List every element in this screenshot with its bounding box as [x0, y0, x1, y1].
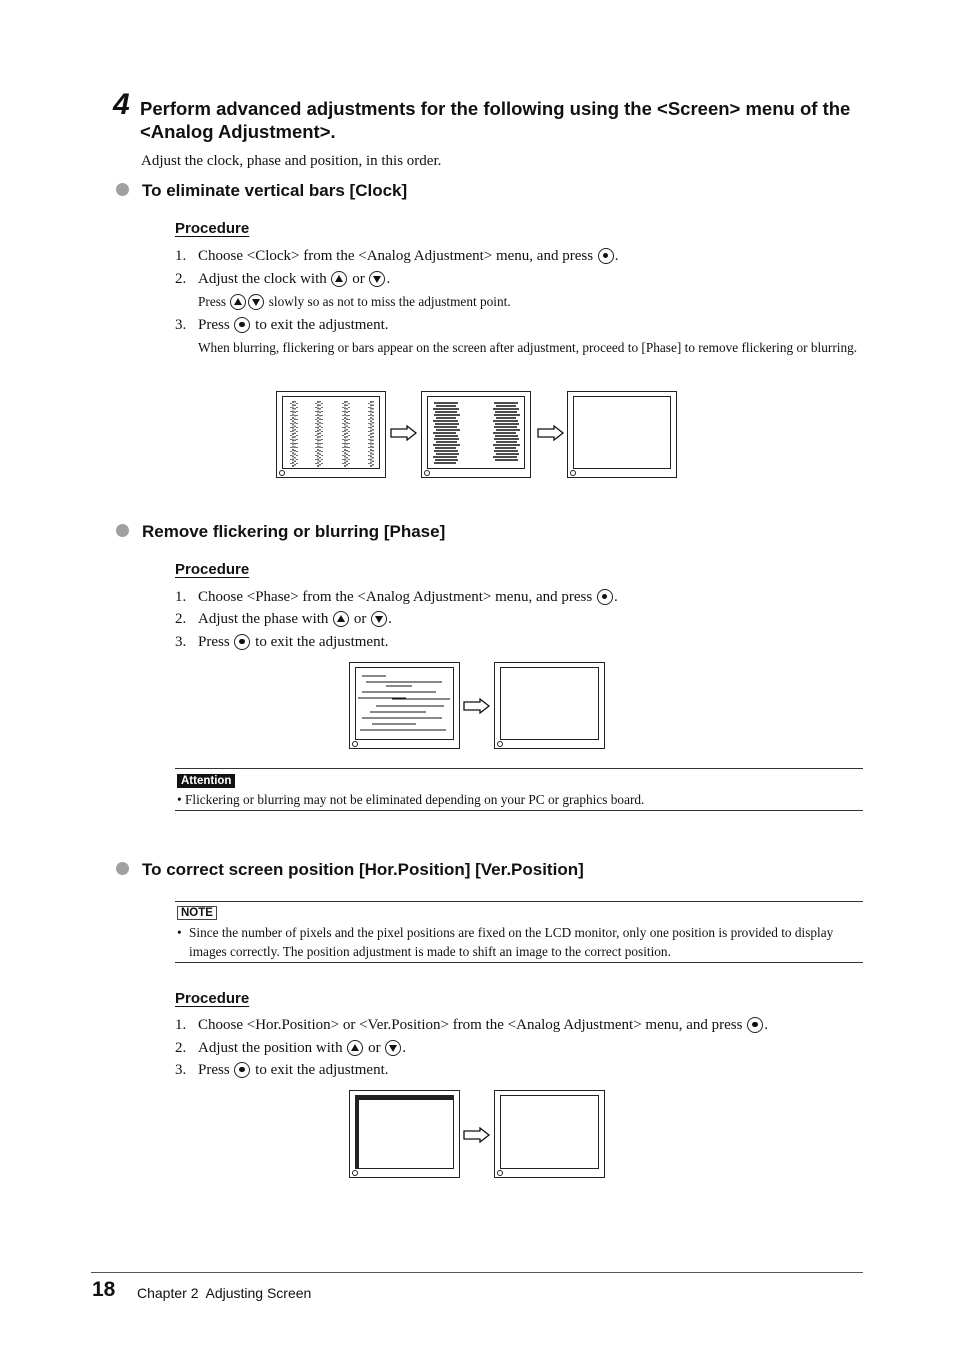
step-intro: Adjust the clock, phase and position, in this order.	[141, 153, 442, 169]
down-button-icon	[385, 1040, 401, 1056]
up-button-icon	[230, 294, 246, 310]
monitor-icon	[349, 662, 460, 749]
step-num: 3.	[175, 1062, 187, 1078]
monitor-screen	[282, 396, 380, 469]
step-or: or	[352, 271, 365, 287]
section-bullet-icon	[116, 862, 129, 875]
step-end: .	[402, 1040, 407, 1056]
monitor-screen-shifted	[355, 1095, 454, 1169]
power-led	[352, 1170, 358, 1176]
step-or: or	[353, 611, 367, 627]
monitor-screen	[427, 396, 525, 469]
note-item	[177, 923, 857, 961]
step-text: Adjust the clock with	[198, 271, 327, 287]
monitor-icon	[494, 1090, 605, 1178]
phase-heading: Remove flickering or blurring [Phase]	[142, 522, 446, 541]
position-procedure-label: Procedure	[175, 990, 250, 1007]
step-end: .	[388, 611, 392, 627]
step-text: Adjust the position with	[198, 1040, 343, 1056]
note-text: Since the number of pixels and the pixel positions are fixed on the LCD monitor, only one position is provided to display images correctly. The position adjustment is made to shift an image to the correct position.	[189, 925, 834, 959]
step-end: .	[614, 248, 619, 264]
footer-rule	[91, 1272, 863, 1273]
step-num: 1.	[175, 1017, 187, 1033]
power-led	[497, 741, 503, 747]
vertical-bars-pattern	[428, 397, 524, 469]
enter-button-icon	[234, 634, 250, 650]
hint-text: Press	[198, 294, 227, 309]
note-label: NOTE	[177, 906, 217, 920]
vertical-bars-pattern	[283, 397, 379, 469]
step-num: 2.	[175, 1040, 187, 1056]
clock-procedure-label: Procedure	[175, 220, 250, 237]
clock-note: When blurring, flickering or bars appear on the screen after adjustment, proceed to [Phase] to remove flickering or blurring.	[198, 340, 858, 355]
step-or: or	[368, 1040, 381, 1056]
monitor-screen	[500, 667, 599, 740]
step-end: to exit the adjustment.	[255, 1062, 389, 1078]
monitor-icon	[276, 391, 386, 478]
monitor-icon	[421, 391, 531, 478]
monitor-screen	[500, 1095, 599, 1169]
step-text: Choose <Hor.Position> or <Ver.Position> from the <Analog Adjustment> menu, and press	[198, 1017, 743, 1033]
step-title: Perform advanced adjustments for the following using the <Screen> menu of the <Analog Adjustment>.	[140, 98, 851, 142]
flicker-lines-pattern	[356, 668, 452, 740]
monitor-icon	[567, 391, 677, 478]
up-button-icon	[333, 611, 349, 627]
clock-heading: To eliminate vertical bars [Clock]	[142, 181, 408, 200]
step-text: Press	[198, 634, 230, 650]
section-bullet-icon	[116, 183, 129, 196]
monitor-screen	[573, 396, 671, 469]
page-number: 18	[92, 1278, 116, 1301]
step-text: Choose <Clock> from the <Analog Adjustment> menu, and press	[198, 248, 594, 264]
monitor-icon	[494, 662, 605, 749]
power-led	[352, 741, 358, 747]
right-arrow-icon	[390, 425, 418, 441]
note-bottom-rule	[175, 962, 863, 963]
bullet-dot: •	[177, 792, 182, 807]
attention-bottom-rule	[175, 810, 863, 811]
footer-chapter: Chapter 2 Adjusting Screen	[137, 1285, 312, 1301]
step-end: to exit the adjustment.	[255, 317, 389, 333]
step-num: 3.	[175, 634, 187, 650]
power-led	[570, 470, 576, 476]
monitor-icon	[349, 1090, 460, 1178]
enter-button-icon	[747, 1017, 763, 1033]
hint-text: slowly so as not to miss the adjustment point.	[268, 294, 511, 309]
step-number: 4	[113, 88, 130, 121]
step-num: 3.	[175, 317, 187, 333]
attention-top-rule	[175, 768, 863, 769]
down-button-icon	[369, 271, 385, 287]
step-num: 1.	[175, 248, 187, 264]
position-heading: To correct screen position [Hor.Position] [Ver.Position]	[142, 860, 584, 879]
bullet-dot: •	[177, 925, 182, 940]
right-arrow-icon	[537, 425, 565, 441]
step-end: .	[386, 271, 391, 287]
down-button-icon	[248, 294, 264, 310]
step-num: 1.	[175, 589, 187, 605]
step-text: Adjust the phase with	[198, 611, 329, 627]
enter-button-icon	[597, 589, 613, 605]
power-led	[424, 470, 430, 476]
phase-procedure-label: Procedure	[175, 561, 250, 578]
step-text: Choose <Phase> from the <Analog Adjustment> menu, and press	[198, 589, 593, 605]
right-arrow-icon	[463, 698, 491, 714]
power-led	[497, 1170, 503, 1176]
attention-label: Attention	[177, 774, 235, 788]
enter-button-icon	[234, 1062, 250, 1078]
note-top-rule	[175, 901, 863, 902]
step-end: .	[764, 1017, 768, 1033]
step-text: Press	[198, 1062, 230, 1078]
power-led	[279, 470, 285, 476]
step-num: 2.	[175, 271, 187, 287]
clock-hint	[198, 291, 511, 312]
up-button-icon	[347, 1040, 363, 1056]
attention-text: Flickering or blurring may not be eliminated depending on your PC or graphics board.	[184, 792, 645, 807]
right-arrow-icon	[463, 1127, 491, 1143]
step-end: .	[613, 589, 618, 605]
attention-item	[177, 790, 644, 809]
up-button-icon	[331, 271, 347, 287]
enter-button-icon	[598, 248, 614, 264]
down-button-icon	[371, 611, 387, 627]
monitor-screen	[355, 667, 454, 740]
step-num: 2.	[175, 611, 187, 627]
section-bullet-icon	[116, 524, 129, 537]
step-text: Press	[198, 317, 230, 333]
enter-button-icon	[234, 317, 250, 333]
step-end: to exit the adjustment.	[255, 634, 389, 650]
